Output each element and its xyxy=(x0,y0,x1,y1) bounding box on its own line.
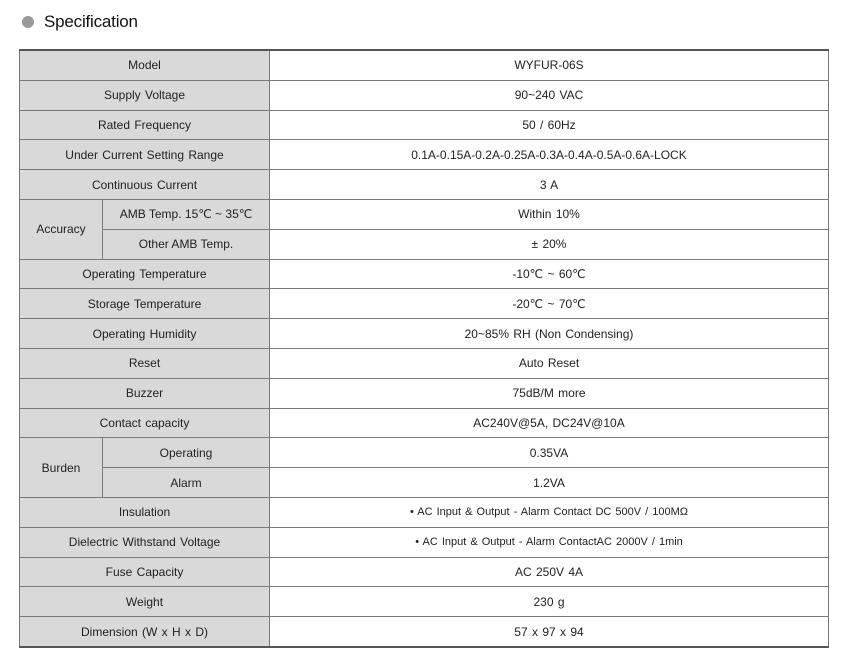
table-row-accuracy-amb xyxy=(20,199,829,229)
table-row-contact-capacity xyxy=(20,408,829,438)
row-value: 57 x 97 x 94 xyxy=(270,617,829,647)
row-sub-label: Operating xyxy=(103,438,270,468)
page-title: Specification xyxy=(44,12,138,31)
row-label: Model xyxy=(20,50,270,80)
table-row-continuous-current xyxy=(20,170,829,200)
row-value: -20℃ ~ 70℃ xyxy=(270,289,829,319)
table-row-burden-alarm xyxy=(20,468,829,498)
table-row-insulation xyxy=(20,497,829,527)
row-sub-label: Other AMB Temp. xyxy=(103,229,270,259)
row-sub-label: AMB Temp. 15℃ ~ 35℃ xyxy=(103,199,270,229)
table-row-supply-voltage xyxy=(20,80,829,110)
table-row-dimension xyxy=(20,617,829,647)
table-row-accuracy-other xyxy=(20,229,829,259)
row-value: WYFUR-06S xyxy=(270,50,829,80)
row-label: Dimension (W x H x D) xyxy=(20,617,270,647)
row-label: Supply Voltage xyxy=(20,80,270,110)
row-value: 230 g xyxy=(270,587,829,617)
table-row-model xyxy=(20,50,829,80)
row-value: 0.1A-0.15A-0.2A-0.25A-0.3A-0.4A-0.5A-0.6A-LOCK xyxy=(270,140,829,170)
row-value: • AC Input & Output - Alarm Contact DC 500V / 100MΩ xyxy=(270,497,829,527)
table-row-rated-frequency xyxy=(20,110,829,140)
row-value: AC 250V 4A xyxy=(270,557,829,587)
table-row-operating-temperature xyxy=(20,259,829,289)
row-value: 0.35VA xyxy=(270,438,829,468)
table-row-dielectric xyxy=(20,527,829,557)
row-label: Contact capacity xyxy=(20,408,270,438)
row-value: 90~240 VAC xyxy=(270,80,829,110)
row-group-label: Accuracy xyxy=(20,199,103,259)
spec-table xyxy=(19,49,829,648)
row-value: Auto Reset xyxy=(270,348,829,378)
row-group-label: Burden xyxy=(20,438,103,498)
row-value: AC240V@5A, DC24V@10A xyxy=(270,408,829,438)
row-value: 1.2VA xyxy=(270,468,829,498)
row-label: Buzzer xyxy=(20,378,270,408)
row-value: ± 20% xyxy=(270,229,829,259)
table-row-weight xyxy=(20,587,829,617)
row-label: Weight xyxy=(20,587,270,617)
table-row-buzzer xyxy=(20,378,829,408)
row-label: Insulation xyxy=(20,497,270,527)
row-label: Under Current Setting Range xyxy=(20,140,270,170)
row-label: Operating Temperature xyxy=(20,259,270,289)
table-row-fuse-capacity xyxy=(20,557,829,587)
row-label: Operating Humidity xyxy=(20,319,270,349)
row-value: 50 / 60Hz xyxy=(270,110,829,140)
row-label: Reset xyxy=(20,348,270,378)
row-value: Within 10% xyxy=(270,199,829,229)
bullet-icon xyxy=(22,16,34,28)
table-row-storage-temperature xyxy=(20,289,829,319)
row-value: • AC Input & Output - Alarm ContactAC 2000V / 1min xyxy=(270,527,829,557)
row-value: 3 A xyxy=(270,170,829,200)
row-label: Continuous Current xyxy=(20,170,270,200)
table-row-burden-operating xyxy=(20,438,829,468)
row-sub-label: Alarm xyxy=(103,468,270,498)
row-label: Rated Frequency xyxy=(20,110,270,140)
table-row-under-current xyxy=(20,140,829,170)
row-label: Fuse Capacity xyxy=(20,557,270,587)
row-value: -10℃ ~ 60℃ xyxy=(270,259,829,289)
table-row-operating-humidity xyxy=(20,319,829,349)
section-header xyxy=(22,10,138,34)
table-row-reset xyxy=(20,348,829,378)
row-value: 75dB/M more xyxy=(270,378,829,408)
row-label: Dielectric Withstand Voltage xyxy=(20,527,270,557)
row-label: Storage Temperature xyxy=(20,289,270,319)
row-value: 20~85% RH (Non Condensing) xyxy=(270,319,829,349)
